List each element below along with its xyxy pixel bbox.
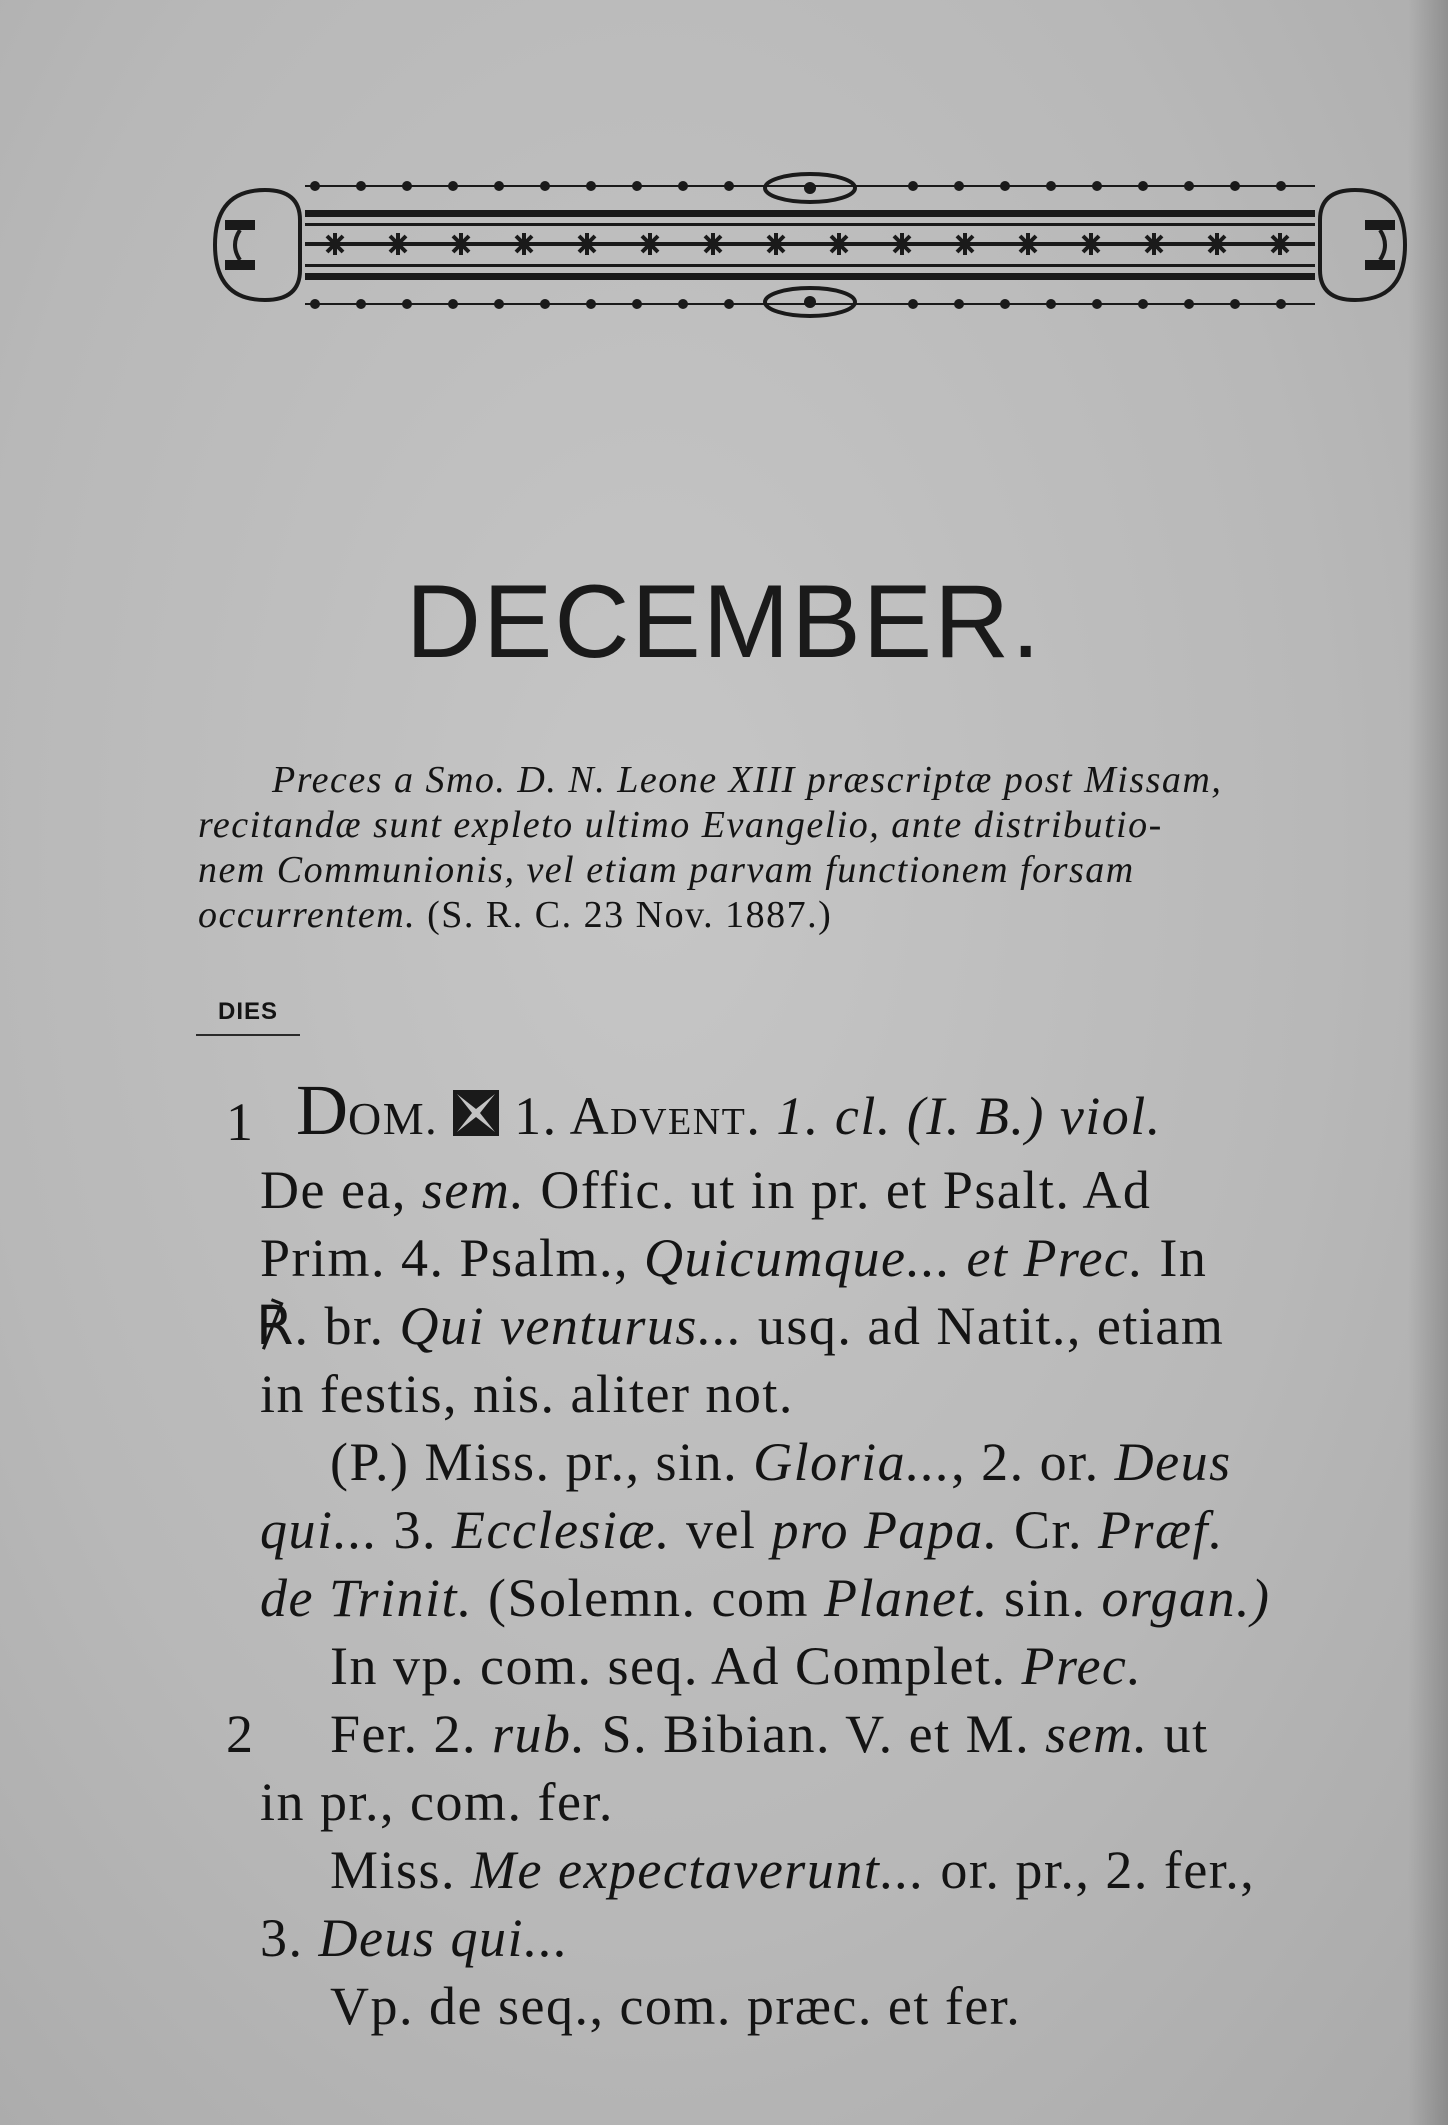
preface-line [198,893,1420,938]
ornament-star [1017,233,1039,255]
entry-text: (Solemn. com [473,1568,825,1628]
entry-text: pro Papa. [771,1500,999,1560]
ornament-star [513,233,535,255]
entry-text: ut [1148,1704,1209,1764]
entry-text: rub. [492,1704,587,1764]
entry-text: Ecclesiæ. [452,1500,671,1560]
ornament-star [639,233,661,255]
entry-text: sem. [1045,1704,1149,1764]
maltese-cross-box-icon [453,1090,499,1136]
entry-line [256,1292,1224,1360]
ornament-star [576,233,598,255]
entry-line [260,1224,1207,1292]
day-number: 2 [226,1704,253,1764]
entry-line [260,1904,569,1972]
entry-text: sem. [421,1160,526,1220]
entry-text: De ea, [260,1160,422,1220]
entry-text: Præf. [1097,1500,1224,1560]
preface-note [198,758,1420,938]
entry-text: In [1144,1228,1208,1288]
entry-text: usq. ad Natit., etiam [742,1296,1225,1356]
ornament-star [1269,233,1291,255]
entry-text: Fer. 2. [330,1704,493,1764]
entry-text: OM. [348,1093,439,1144]
entry-line: Vp. de seq., com. præc. et fer. [330,1976,1022,2036]
entry-text: Offic. ut in pr. et Psalt. Ad [525,1160,1152,1220]
ornament-star [765,233,787,255]
entry-text: Miss. [330,1840,472,1900]
entry-text: vel [670,1500,772,1560]
entry-text: Prim. 4. Psalm., [260,1228,645,1288]
entry-text: (I. B.) [906,1086,1045,1146]
entry-text: Deus [1114,1432,1232,1492]
entry-text: 1. Advent. [514,1086,762,1146]
entry-text: (P.) Miss. pr., sin. [330,1432,754,1492]
page-title: DECEMBER. [405,564,1043,680]
decorative-header-ornament-icon [205,170,1415,320]
drop-initial: D [296,1070,348,1150]
day-number: 1 [226,1092,253,1152]
dies-heading: DIES [218,998,279,1025]
entry-text: de Trinit. [260,1568,474,1628]
preface-line: recitandæ sunt expleto ultimo Evangelio, ante distributio- [198,804,1163,846]
ornament-star [954,233,976,255]
entry-text: Cr. [998,1500,1098,1560]
entry-line [330,1836,1255,1904]
preface-citation: (S. R. C. 23 Nov. 1887.) [416,894,833,936]
entry-text: , 2. or. [951,1432,1115,1492]
entry-text: Quicumque... et Prec. [644,1228,1145,1288]
divider [196,1034,300,1036]
preface-text: occurrentem. [198,894,417,936]
ornament-star [387,233,409,255]
entry-line [260,1564,1271,1632]
preface-line: Preces a Smo. D. N. Leone XIII præscriptæ post Missam, [272,759,1223,801]
entry-text: Me expectaverunt... [471,1840,926,1900]
ornament-star [702,233,724,255]
entry-text: Planet. [824,1568,989,1628]
entry-text: sin. [988,1568,1102,1628]
entry-text: qui... [260,1500,379,1560]
entry-text: Gloria... [753,1432,952,1492]
ornament-star [828,233,850,255]
entry-line [260,1496,1224,1564]
entry-text: 3. [260,1908,319,1968]
ornament-star [891,233,913,255]
entry-line: in festis, nis. aliter not. [260,1364,794,1424]
entry-line [260,1156,1151,1224]
ornament-star [324,233,346,255]
entry-text: viol. [1059,1086,1162,1146]
entry-line [330,1632,1142,1700]
entry-line [296,1070,1162,1153]
entry-text: In vp. com. seq. Ad Complet. [330,1636,1022,1696]
ornament-star [1080,233,1102,255]
entry-text: 1. cl. [776,1086,892,1146]
entry-text: ℟. br. [256,1296,400,1356]
entry-line [330,1700,1209,1768]
entry-line: in pr., com. fer. [260,1772,614,1832]
entry-text: S. Bibian. V. et M. [586,1704,1046,1764]
entry-text: or. pr., 2. fer., [925,1840,1256,1900]
entry-text: 3. [378,1500,453,1560]
entry-text: Deus qui... [318,1908,569,1968]
preface-line: nem Communionis, vel etiam parvam functionem forsam [198,849,1135,891]
ornament-star [1206,233,1228,255]
entry-text: Qui venturus... [399,1296,743,1356]
ornament-star [450,233,472,255]
entry-text: organ.) [1101,1568,1271,1628]
entry-text: Prec. [1021,1636,1143,1696]
ornament-star [1143,233,1165,255]
entry-line [330,1428,1232,1496]
